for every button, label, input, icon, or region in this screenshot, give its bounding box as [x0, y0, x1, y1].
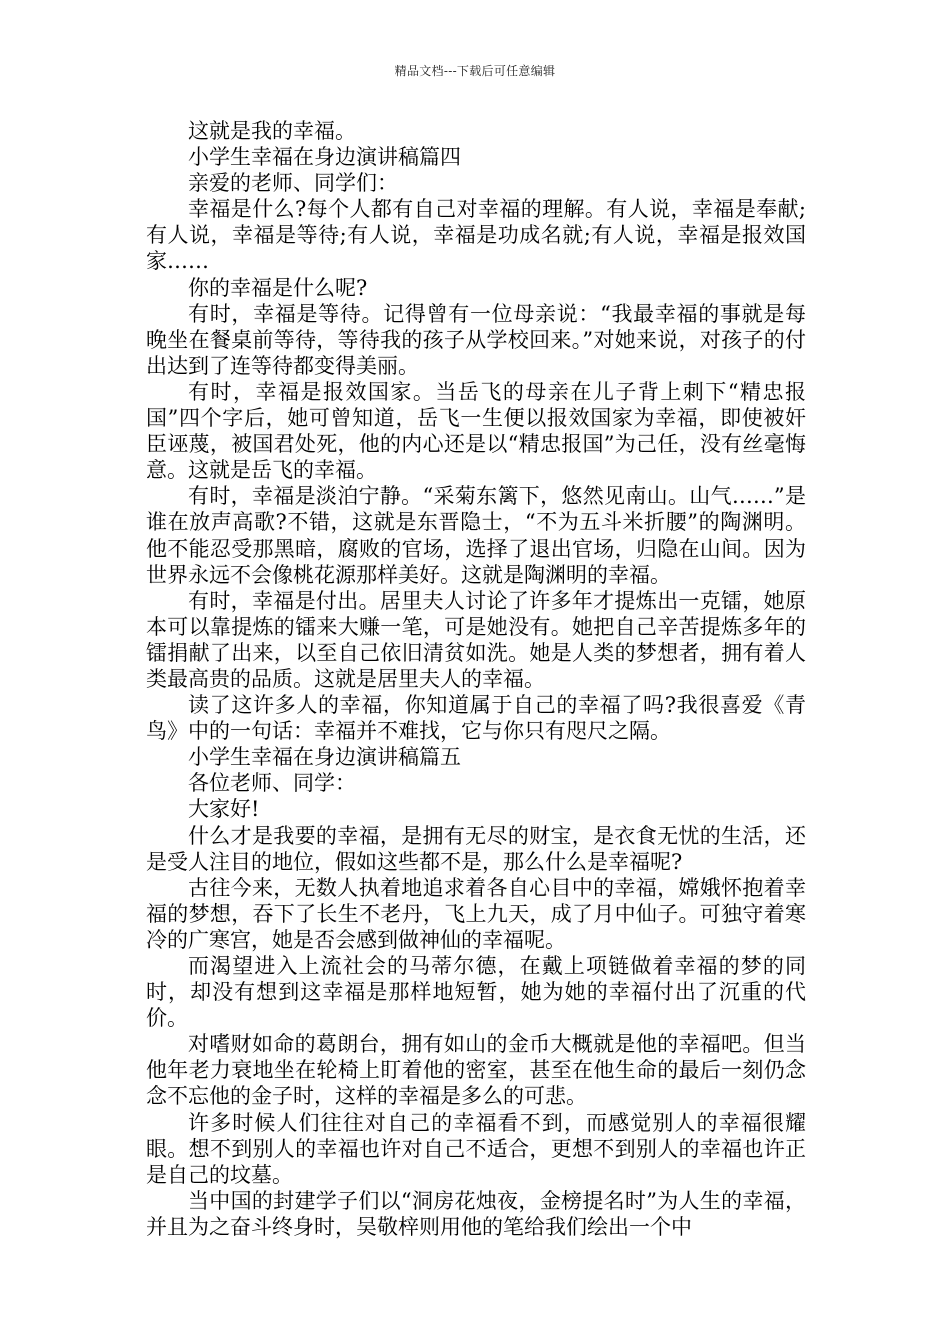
paragraph: 这就是我的幸福。: [188, 119, 356, 143]
paragraph: 什么才是我要的幸福，是拥有无尽的财宝，是衣食无忧的生活，还是受人注目的地位，假如这些都不是，那么什么是幸福呢?: [146, 823, 806, 874]
paragraph: 有时，幸福是付出。居里夫人讨论了许多年才提炼出一克镭，她原本可以靠提炼的镭来大赚一笔，可是她没有。她把自己辛苦提炼多年的镭捐献了出来，以至自己依旧清贫如洗。她是人类的梦想者，拥有着人类最高贵的品质。这就是居里夫人的幸福。: [146, 588, 806, 691]
paragraph: 读了这许多人的幸福，你知道属于自己的幸福了吗?我很喜爱《青鸟》中的一句话：幸福并不难找，它与你只有咫尺之隔。: [146, 693, 806, 744]
paragraph: 你的幸福是什么呢?: [188, 275, 368, 300]
paragraph: 有时，幸福是淡泊宁静。“采菊东篱下，悠然见南山。山气……”是谁在放声高歌?不错，这就是东晋隐士，“不为五斗米折腰”的陶渊明。他不能忍受那黑暗，腐败的官场，选择了退出官场，归隐在山间。因为世界永远不会像桃花源那样美好。这就是陶渊明的幸福。: [146, 484, 806, 587]
document-body: [146, 118, 806, 1240]
paragraph: 幸福是什么?每个人都有自己对幸福的理解。有人说，幸福是奉献;有人说，幸福是等待;有人说，幸福是功成名就;有人说，幸福是报效国家……: [146, 197, 806, 274]
paragraph: 有时，幸福是报效国家。当岳飞的母亲在儿子背上刺下“精忠报国”四个字后，她可曾知道，岳飞一生便以报效国家为幸福，即使被奸臣诬蔑，被国君处死，他的内心还是以“精忠报国”为己任，没有丝毫悔意。这就是岳飞的幸福。: [146, 379, 806, 483]
section-heading: 小学生幸福在身边演讲稿篇五: [188, 745, 461, 770]
section-heading: 小学生幸福在身边演讲稿篇四: [188, 145, 461, 170]
salutation: 各位老师、同学：: [188, 771, 356, 796]
page-header: 精品文档---下载后可任意编辑: [394, 64, 556, 78]
paragraph: 当中国的封建学子们以“洞房花烛夜，金榜提名时”为人生的幸福，并且为之奋斗终身时，吴敬梓则用他的笔给我们绘出一个中: [146, 1188, 806, 1239]
paragraph: 许多时候人们往往对自己的幸福看不到，而感觉别人的幸福很耀眼。想不到别人的幸福也许对自己不适合，更想不到别人的幸福也许正是自己的坟墓。: [146, 1110, 806, 1187]
paragraph: 古往今来，无数人执着地追求着各自心目中的幸福，嫦娥怀抱着幸福的梦想，吞下了长生不老丹，飞上九天，成了月中仙子。可独守着寒冷的广寒宫，她是否会感到做神仙的幸福呢。: [146, 875, 806, 952]
greeting: 大家好!: [188, 797, 260, 822]
paragraph: 而渴望进入上流社会的马蒂尔德，在戴上项链做着幸福的梦的同时，却没有想到这幸福是那样地短暂，她为她的幸福付出了沉重的代价。: [146, 954, 806, 1031]
salutation: 亲爱的老师、同学们：: [188, 171, 398, 196]
paragraph: 有时，幸福是等待。记得曾有一位母亲说：“我最幸福的事就是每晚坐在餐桌前等待，等待我的孩子从学校回来。”对她来说，对孩子的付出达到了连等待都变得美丽。: [146, 301, 806, 378]
paragraph: 对嗜财如命的葛朗台，拥有如山的金币大概就是他的幸福吧。但当他年老力衰地坐在轮椅上盯着他的密室，甚至在他生命的最后一刻仍念念不忘他的金子时，这样的幸福是多么的可悲。: [146, 1032, 806, 1109]
